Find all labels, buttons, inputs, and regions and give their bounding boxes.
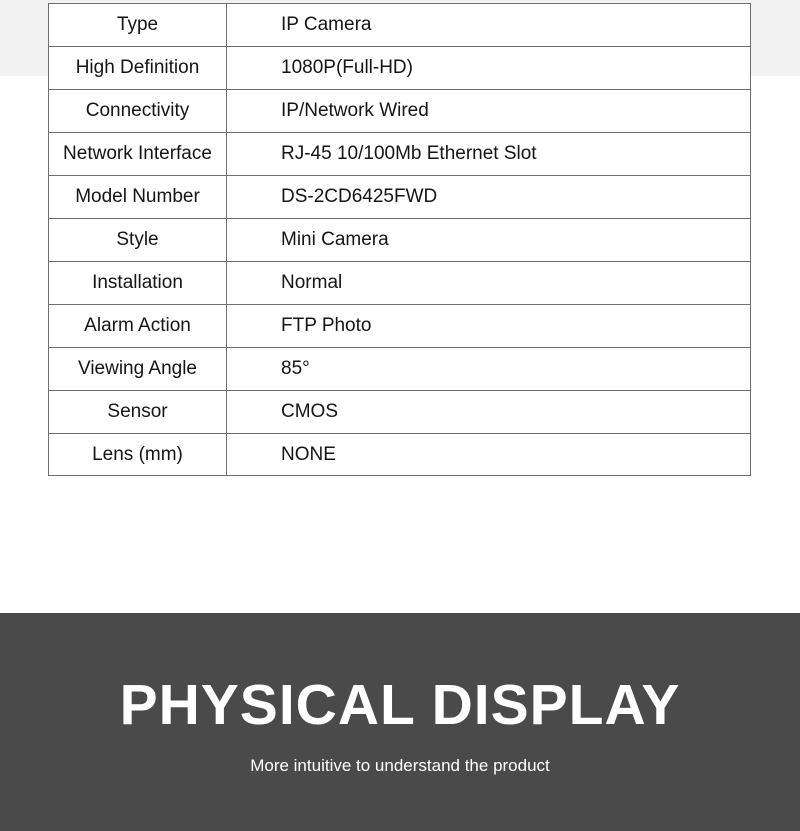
spec-value: Mini Camera [227,219,751,262]
spec-row-sensor [49,391,751,434]
spec-value: DS-2CD6425FWD [227,176,751,219]
spec-label: Alarm Action [49,305,227,348]
spec-label: High Definition [49,47,227,90]
spec-row-connectivity [49,90,751,133]
spec-value: IP Camera [227,4,751,47]
spec-value: IP/Network Wired [227,90,751,133]
section-title: PHYSICAL DISPLAY [119,673,681,737]
spec-label: Installation [49,262,227,305]
spec-value: NONE [227,434,751,476]
spec-value: RJ-45 10/100Mb Ethernet Slot [227,133,751,176]
spec-value: 85° [227,348,751,391]
spec-label: Model Number [49,176,227,219]
spec-label: Type [49,4,227,47]
spec-row-high-definition [49,47,751,90]
spec-value: FTP Photo [227,305,751,348]
spec-value: Normal [227,262,751,305]
spec-label: Viewing Angle [49,348,227,391]
spec-label: Style [49,219,227,262]
spec-row-style [49,219,751,262]
spec-row-lens [49,434,751,476]
spec-value: CMOS [227,391,751,434]
spec-label: Sensor [49,391,227,434]
spec-label: Lens (mm) [49,434,227,476]
spec-table [48,3,751,476]
spec-row-model-number [49,176,751,219]
spec-label: Network Interface [49,133,227,176]
spec-row-type [49,4,751,47]
physical-display-banner [0,613,800,831]
spec-label: Connectivity [49,90,227,133]
spec-row-network-interface [49,133,751,176]
spec-row-alarm-action [49,305,751,348]
spec-row-viewing-angle [49,348,751,391]
spec-value: 1080P(Full-HD) [227,47,751,90]
spec-row-installation [49,262,751,305]
section-subtitle: More intuitive to understand the product [250,756,550,775]
